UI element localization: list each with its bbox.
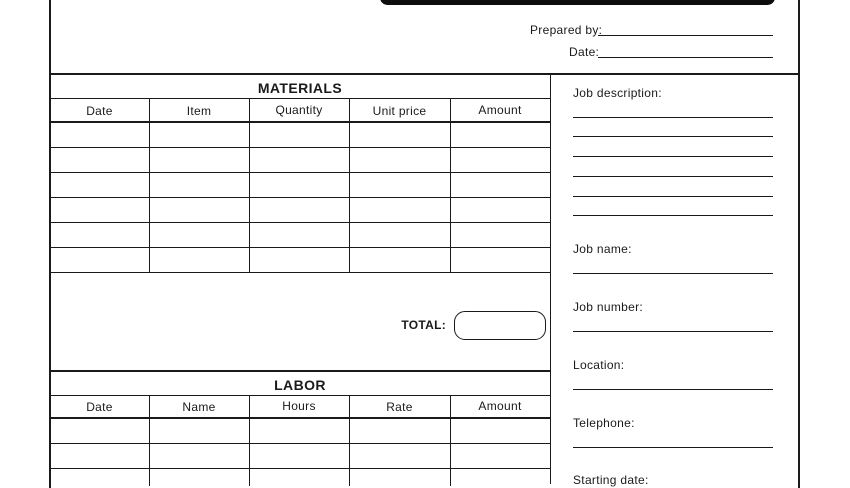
total-field[interactable] bbox=[454, 311, 546, 340]
job-description-label: Job description: bbox=[573, 86, 662, 100]
labor-col-rule bbox=[249, 396, 250, 486]
materials-col-quantity: Quantity bbox=[275, 103, 323, 117]
prepared-by-label: Prepared by: bbox=[530, 23, 603, 37]
labor-col-rule bbox=[450, 396, 451, 486]
materials-col-rule bbox=[450, 99, 451, 273]
materials-title: MATERIALS bbox=[257, 80, 343, 96]
job-description-line[interactable] bbox=[573, 215, 773, 216]
total-label: TOTAL: bbox=[401, 318, 446, 332]
job-number-field[interactable] bbox=[573, 331, 773, 332]
labor-col-hours: Hours bbox=[282, 399, 316, 413]
labor-col-amount: Amount bbox=[478, 399, 522, 413]
labor-row-rule bbox=[50, 468, 550, 469]
materials-col-amount: Amount bbox=[478, 103, 522, 117]
labor-col-rule bbox=[349, 396, 350, 486]
labor-col-rule bbox=[149, 396, 150, 486]
job-name-label: Job name: bbox=[573, 242, 632, 256]
date-label: Date: bbox=[569, 45, 600, 59]
labor-col-name: Name bbox=[182, 400, 216, 414]
header-divider bbox=[49, 73, 800, 75]
telephone-label: Telephone: bbox=[573, 416, 635, 430]
materials-col-rule bbox=[149, 99, 150, 273]
materials-row-rule bbox=[50, 247, 550, 248]
materials-col-item: Item bbox=[186, 104, 212, 118]
materials-row-rule bbox=[50, 222, 550, 223]
location-label: Location: bbox=[573, 358, 625, 372]
date-field[interactable] bbox=[598, 57, 773, 58]
labor-title: LABOR bbox=[274, 377, 326, 393]
job-description-line[interactable] bbox=[573, 176, 773, 177]
labor-header-rule bbox=[50, 417, 550, 419]
sidebar-divider bbox=[550, 74, 551, 484]
labor-row-rule bbox=[50, 443, 550, 444]
job-description-line[interactable] bbox=[573, 117, 773, 118]
labor-top-rule bbox=[50, 370, 550, 372]
materials-col-rule bbox=[349, 99, 350, 273]
materials-row-rule bbox=[50, 197, 550, 198]
materials-row-rule bbox=[50, 147, 550, 148]
job-description-line[interactable] bbox=[573, 136, 773, 137]
starting-date-label: Starting date: bbox=[573, 473, 649, 487]
materials-col-rule bbox=[249, 99, 250, 273]
location-field[interactable] bbox=[573, 389, 773, 390]
prepared-by-field[interactable] bbox=[598, 35, 773, 36]
telephone-field[interactable] bbox=[573, 447, 773, 448]
labor-title-rule bbox=[50, 395, 550, 396]
job-number-label: Job number: bbox=[573, 300, 644, 314]
materials-col-date: Date bbox=[86, 104, 113, 118]
materials-row-rule bbox=[50, 272, 550, 273]
materials-col-unit-price: Unit price bbox=[372, 104, 427, 118]
materials-header-rule bbox=[50, 121, 550, 123]
labor-col-rate: Rate bbox=[386, 400, 413, 414]
job-description-line[interactable] bbox=[573, 156, 773, 157]
labor-col-date: Date bbox=[86, 400, 113, 414]
materials-row-rule bbox=[50, 172, 550, 173]
materials-title-rule bbox=[50, 98, 550, 99]
job-description-line[interactable] bbox=[573, 196, 773, 197]
job-name-field[interactable] bbox=[573, 273, 773, 274]
header-bar bbox=[380, 0, 775, 5]
